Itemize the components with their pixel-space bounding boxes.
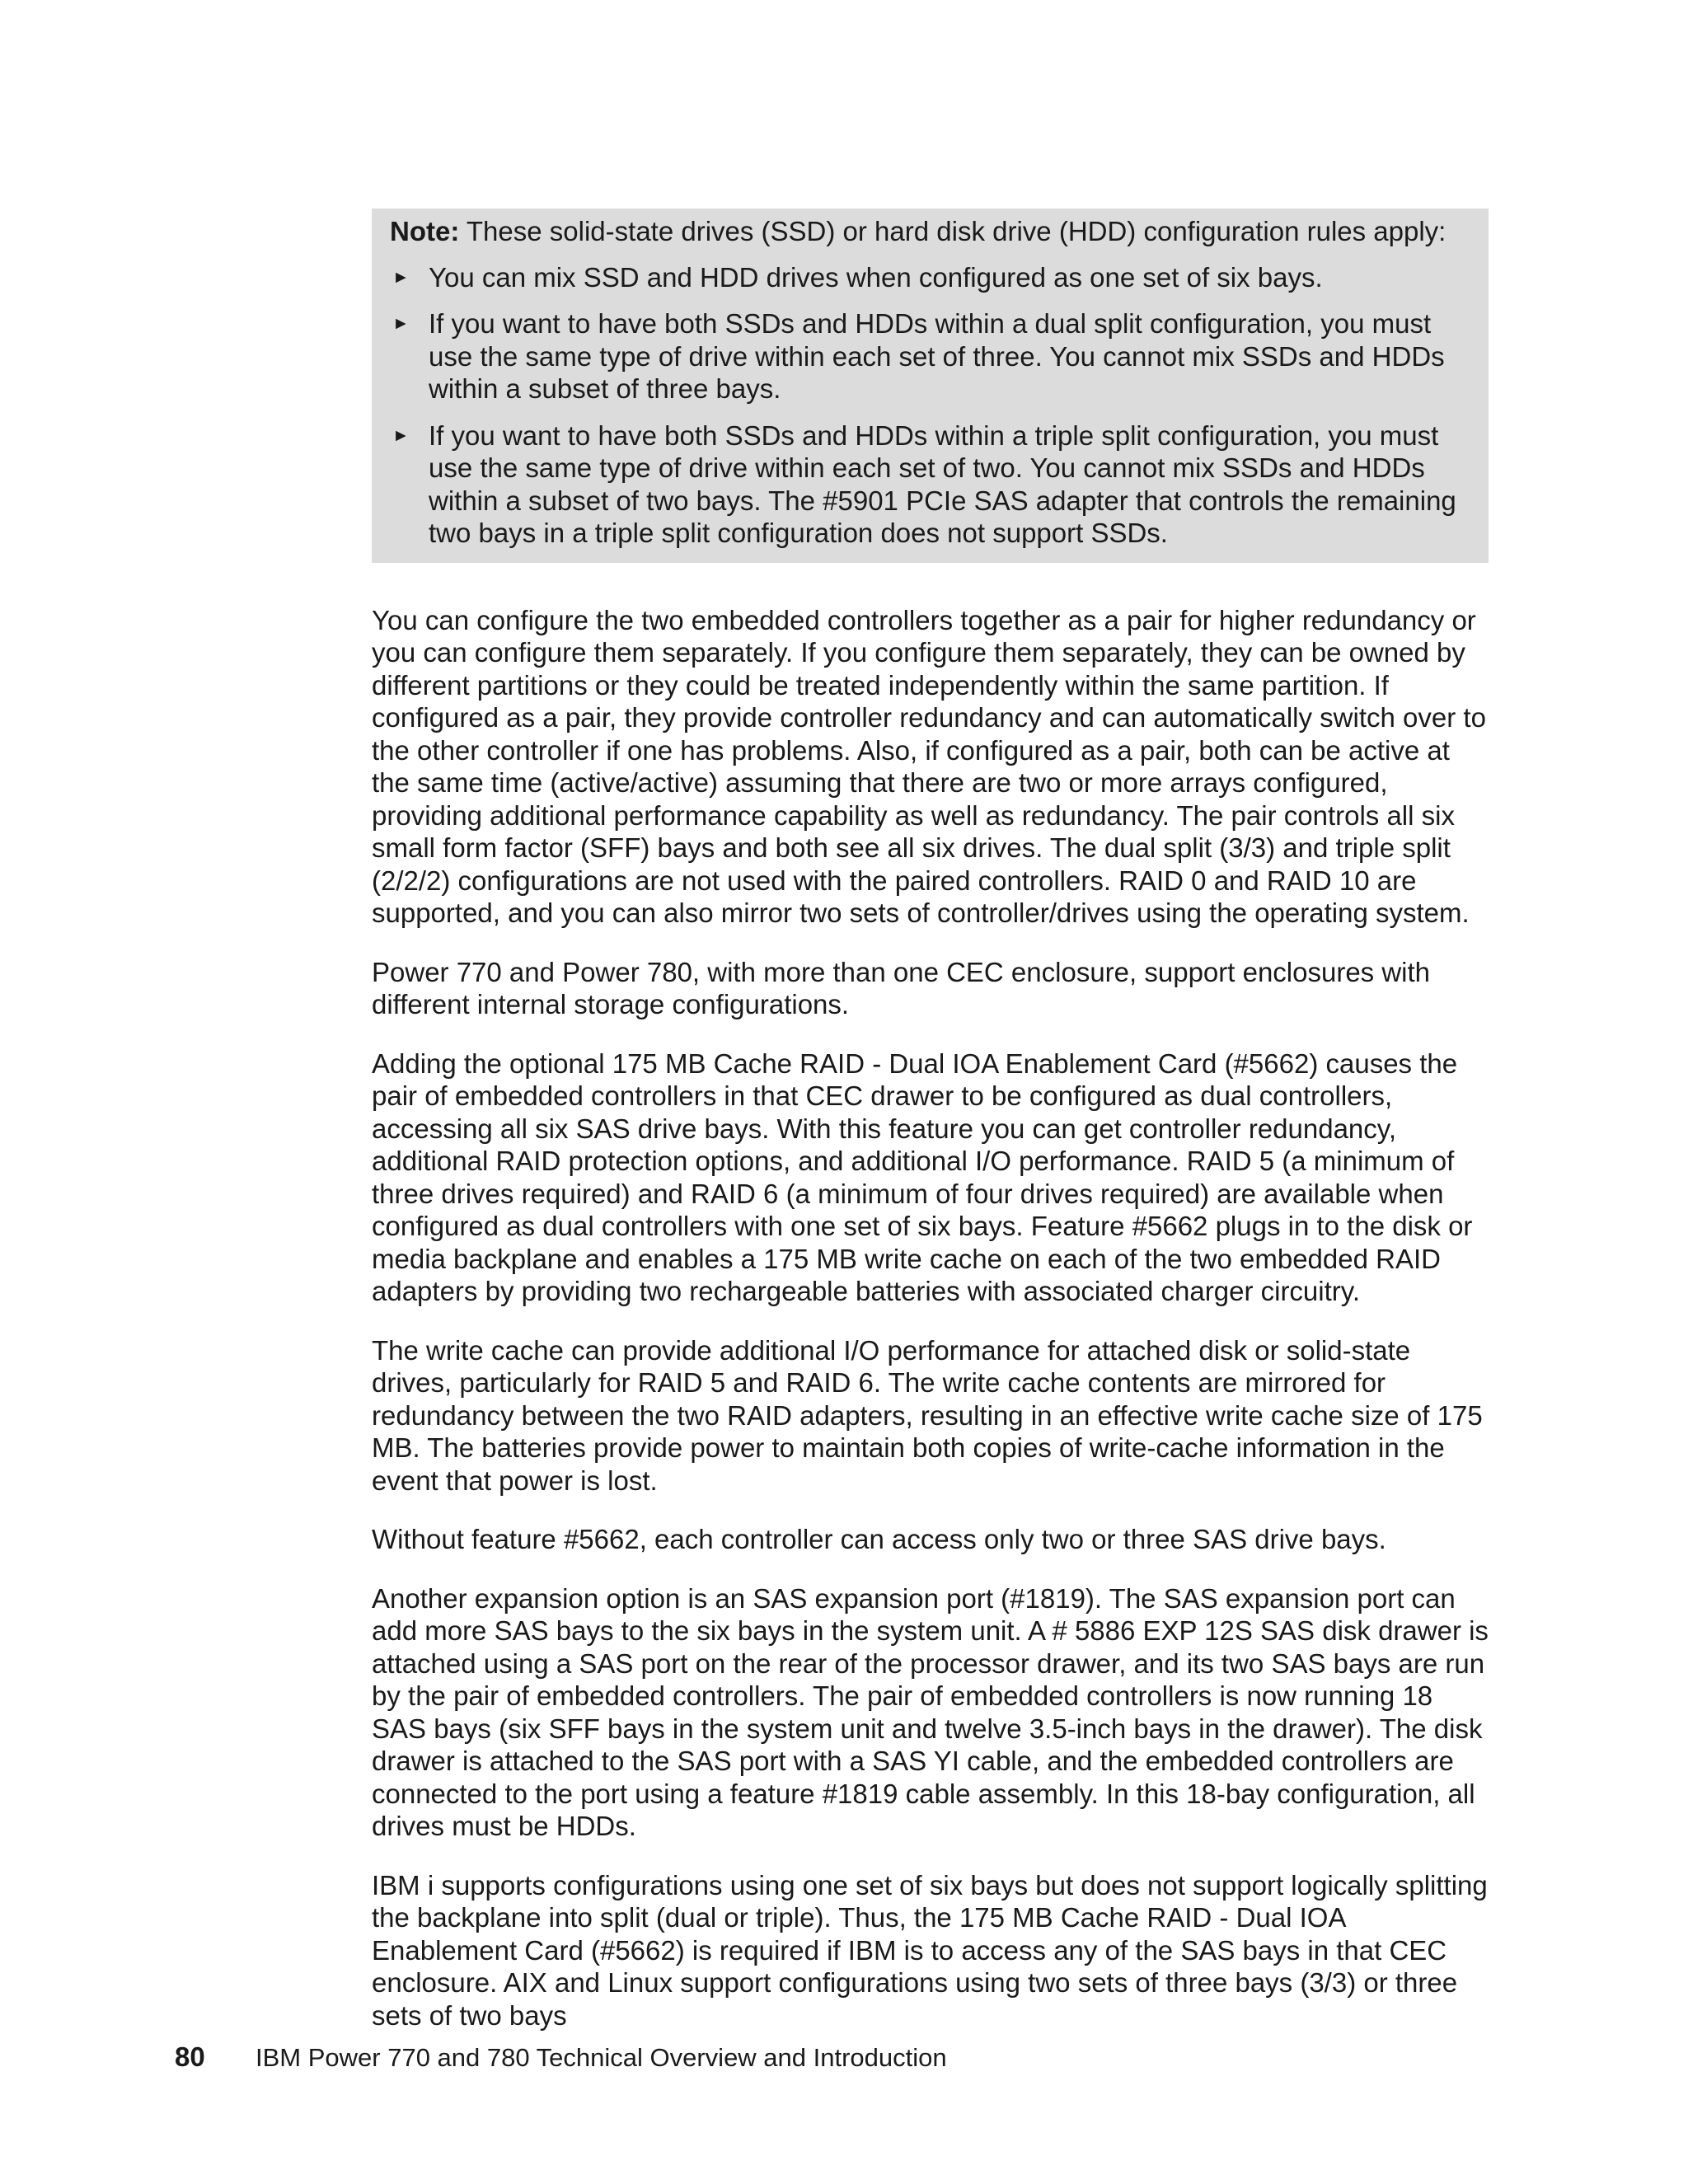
- note-list: [390, 261, 1470, 550]
- body-paragraph: IBM i supports configurations using one set of six bays but does not support logically splitting the backplane into split (dual or triple). Thus, the 175 MB Cache RAID - Dual IOA Enablement Card (#5662) is required if IBM is to access any of the SAS bays in that CEC enclosure. AIX and Linux support configurations using two sets of three bays (3/3) or three sets of two bays: [372, 1869, 1488, 2031]
- body-paragraph: Another expansion option is an SAS expansion port (#1819). The SAS expansion port can add more SAS bays to the six bays in the system unit. A # 5886 EXP 12S SAS disk drawer is attached using a SAS port on the rear of the processor drawer, and its two SAS bays are run by the pair of embedded controllers. The pair of embedded controllers is now running 18 SAS bays (six SFF bays in the system unit and twelve 3.5-inch bays in the drawer). The disk drawer is attached to the SAS port with a SAS YI cable, and the embedded controllers are connected to the port using a feature #1819 cable assembly. In this 18-bay configuration, all drives must be HDDs.: [372, 1582, 1489, 1841]
- note-list-item: [390, 307, 1470, 405]
- note-item-text: You can mix SSD and HDD drives when configured as one set of six bays.: [429, 261, 1323, 293]
- body-paragraph: The write cache can provide additional I/O performance for attached disk or solid-state drives, particularly for RAID 5 and RAID 6. The write cache contents are mirrored for redundancy between the two RAID adapters, resulting in an effective write cache size of 175 MB. The batteries provide power to maintain both copies of write-cache information in the event that power is lost.: [372, 1334, 1483, 1496]
- note-intro-text: These solid-state drives (SSD) or hard disk drive (HDD) configuration rules apply:: [459, 216, 1447, 246]
- note-item-text: If you want to have both SSDs and HDDs within a triple split configuration, you must use the same type of drive within each set of two. You cannot mix SSDs and HDDs within a subset of two bays. The #5901 PCIe SAS adapter that controls the remaining two bays in a triple split configuration does not support SSDs.: [429, 419, 1456, 548]
- body-paragraph: You can configure the two embedded controllers together as a pair for higher redundancy or you can configure them separately. If you configure them separately, they can be owned by different partitions or they could be treated independently within the same partition. If configured as a pair, they provide controller redundancy and can automatically switch over to the other controller if one has problems. Also, if configured as a pair, both can be active at the same time (active/active) assuming that there are two or more arrays configured, providing additional performance capability as well as redundancy. The pair controls all six small form factor (SFF) bays and both see all six drives. The dual split (3/3) and triple split (2/2/2) configurations are not used with the paired controllers. RAID 0 and RAID 10 are supported, and you can also mirror two sets of controller/drives using the operating system.: [372, 604, 1486, 928]
- note-list-item: [390, 419, 1470, 550]
- note-intro: [390, 215, 1470, 248]
- bullet-arrow-icon: ►: [392, 425, 410, 445]
- body-paragraph: Power 770 and Power 780, with more than one CEC enclosure, support enclosures with different internal storage configurations.: [372, 956, 1431, 1019]
- page-number: 80: [175, 2041, 205, 2072]
- bullet-arrow-icon: ►: [392, 314, 410, 333]
- bullet-arrow-icon: ►: [392, 267, 410, 287]
- note-list-item: [390, 261, 1470, 294]
- note-box: [372, 209, 1489, 563]
- note-label: Note:: [390, 216, 460, 246]
- body-paragraph: Adding the optional 175 MB Cache RAID - Dual IOA Enablement Card (#5662) causes the pair of embedded controllers in that CEC drawer to be configured as dual controllers, accessing all six SAS drive bays. With this feature you can get controller redundancy, additional RAID protection options, and additional I/O performance. RAID 5 (a minimum of three drives required) and RAID 6 (a minimum of four drives required) are available when configured as dual controllers with one set of six bays. Feature #5662 plugs in to the disk or media backplane and enables a 175 MB write cache on each of the two embedded RAID adapters by providing two rechargeable batteries with associated charger circuitry.: [372, 1047, 1473, 1306]
- page-content: [372, 209, 1489, 2058]
- document-title: IBM Power 770 and 780 Technical Overview and Introduction: [256, 2043, 947, 2072]
- body-paragraph: Without feature #5662, each controller can access only two or three SAS drive bays.: [372, 1524, 1386, 1554]
- page-footer: [175, 2041, 947, 2074]
- note-item-text: If you want to have both SSDs and HDDs within a dual split configuration, you must use the same type of drive within each set of three. You cannot mix SSDs and HDDs within a subset of three bays.: [429, 308, 1445, 404]
